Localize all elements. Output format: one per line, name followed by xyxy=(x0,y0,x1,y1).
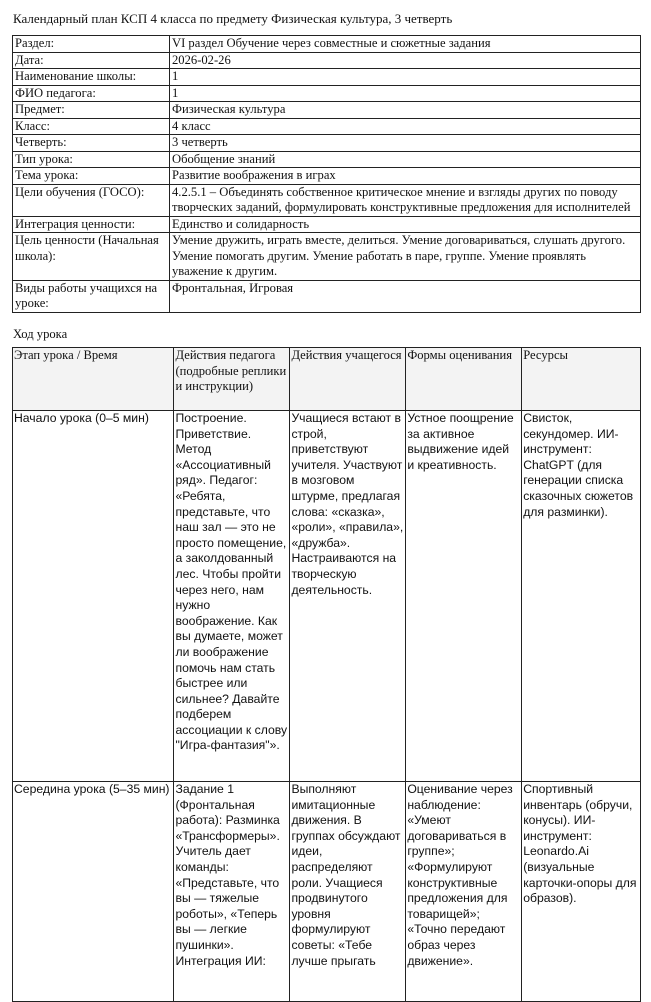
info-value: 4 класс xyxy=(170,118,641,135)
info-row xyxy=(13,69,641,86)
student-actions-cell: Выполняют имитационные движения. В группах обсуждают идеи, распределяют роли. Учащиеся продвинутого уровня формулируют советы: «Тебе лучше прыгать xyxy=(290,782,406,1002)
info-row xyxy=(13,168,641,185)
info-row xyxy=(13,280,641,312)
column-header: Действия учащегося xyxy=(290,348,406,411)
info-label: Четверть: xyxy=(13,135,170,152)
info-value: Физическая культура xyxy=(170,102,641,119)
info-label: Цели обучения (ГОСО): xyxy=(13,184,170,216)
table-row xyxy=(13,411,641,782)
info-label: Дата: xyxy=(13,52,170,69)
teacher-actions-cell: Задание 1 (Фронтальная работа): Разминка «Трансформеры». Учитель дает команды: «Представьте, что вы — тяжелые роботы», «Теперь вы — легкие пушинки». Интеграция ИИ: xyxy=(174,782,290,1002)
info-label: Тема урока: xyxy=(13,168,170,185)
info-label: Виды работы учащихся на уроке: xyxy=(13,280,170,312)
info-value: Умение дружить, играть вместе, делиться. Умение договариваться, слушать другого. Умение помогать другим. Умение работать в паре, группе. Умение проявлять уважение к другим. xyxy=(170,233,641,281)
info-row xyxy=(13,135,641,152)
table-header-row xyxy=(13,348,641,411)
teacher-actions-cell: Построение. Приветствие. Метод «Ассоциативный ряд». Педагог: «Ребята, представьте, что наш зал — это не просто помещение, а заколдованный лес. Чтобы пройти через него, нам нужно воображение. Как вы думаете, может ли воображение помочь нам стать быстрее или сильнее? Давайте подберем ассоциации к слову "Игра-фантазия"». xyxy=(174,411,290,782)
column-header: Этап урока / Время xyxy=(13,348,174,411)
column-header: Ресурсы xyxy=(522,348,641,411)
stage-cell: Середина урока (5–35 мин) xyxy=(13,782,174,1002)
section-title: Ход урока xyxy=(13,327,68,341)
info-label: Предмет: xyxy=(13,102,170,119)
table-row xyxy=(13,782,641,1002)
info-value: 4.2.5.1 – Объединять собственное критическое мнение и взгляды других по поводу творческих заданий, формулировать конструктивные предложения для исполнителей xyxy=(170,184,641,216)
stage-cell: Начало урока (0–5 мин) xyxy=(13,411,174,782)
info-value: 2026-02-26 xyxy=(170,52,641,69)
info-row xyxy=(13,233,641,281)
info-row xyxy=(13,102,641,119)
info-label: Раздел: xyxy=(13,36,170,53)
info-value: 1 xyxy=(170,85,641,102)
student-actions-cell: Учащиеся встают в строй, приветствуют учителя. Участвуют в мозговом штурме, предлагая слова: «сказка», «роли», «правила», «дружба». Настраиваются на творческую деятельность. xyxy=(290,411,406,782)
info-row xyxy=(13,151,641,168)
column-header: Формы оценивания xyxy=(406,348,522,411)
info-row xyxy=(13,36,641,53)
column-header: Действия педагога (подробные реплики и инструкции) xyxy=(174,348,290,411)
info-row xyxy=(13,216,641,233)
resources-cell: Спортивный инвентарь (обручи, конусы). ИИ-инструмент: Leonardo.Ai (визуальные карточки-опоры для образов). xyxy=(522,782,641,1002)
info-label: ФИО педагога: xyxy=(13,85,170,102)
info-row xyxy=(13,85,641,102)
assessment-cell: Устное поощрение за активное выдвижение идей и креативность. xyxy=(406,411,522,782)
info-label: Класс: xyxy=(13,118,170,135)
resources-cell: Свисток, секундомер. ИИ-инструмент: ChatGPT (для генерации списка сказочных сюжетов для разминки). xyxy=(522,411,641,782)
info-label: Цель ценности (Начальная школа): xyxy=(13,233,170,281)
info-row xyxy=(13,184,641,216)
info-label: Наименование школы: xyxy=(13,69,170,86)
info-value: VI раздел Обучение через совместные и сюжетные задания xyxy=(170,36,641,53)
info-value: Фронтальная, Игровая xyxy=(170,280,641,312)
assessment-cell: Оценивание через наблюдение: «Умеют договариваться в группе»; «Формулируют конструктивные предложения для товарищей»; «Точно передают образ через движение». xyxy=(406,782,522,1002)
info-value: Обобщение знаний xyxy=(170,151,641,168)
info-value: Развитие воображения в играх xyxy=(170,168,641,185)
info-label: Интеграция ценности: xyxy=(13,216,170,233)
info-value: Единство и солидарность xyxy=(170,216,641,233)
lesson-flow-table xyxy=(12,347,641,1002)
info-label: Тип урока: xyxy=(13,151,170,168)
lesson-info-table xyxy=(12,35,641,313)
document-title: Календарный план КСП 4 класса по предмету Физическая культура, 3 четверть xyxy=(13,11,453,26)
info-row xyxy=(13,52,641,69)
info-value: 3 четверть xyxy=(170,135,641,152)
info-value: 1 xyxy=(170,69,641,86)
info-row xyxy=(13,118,641,135)
